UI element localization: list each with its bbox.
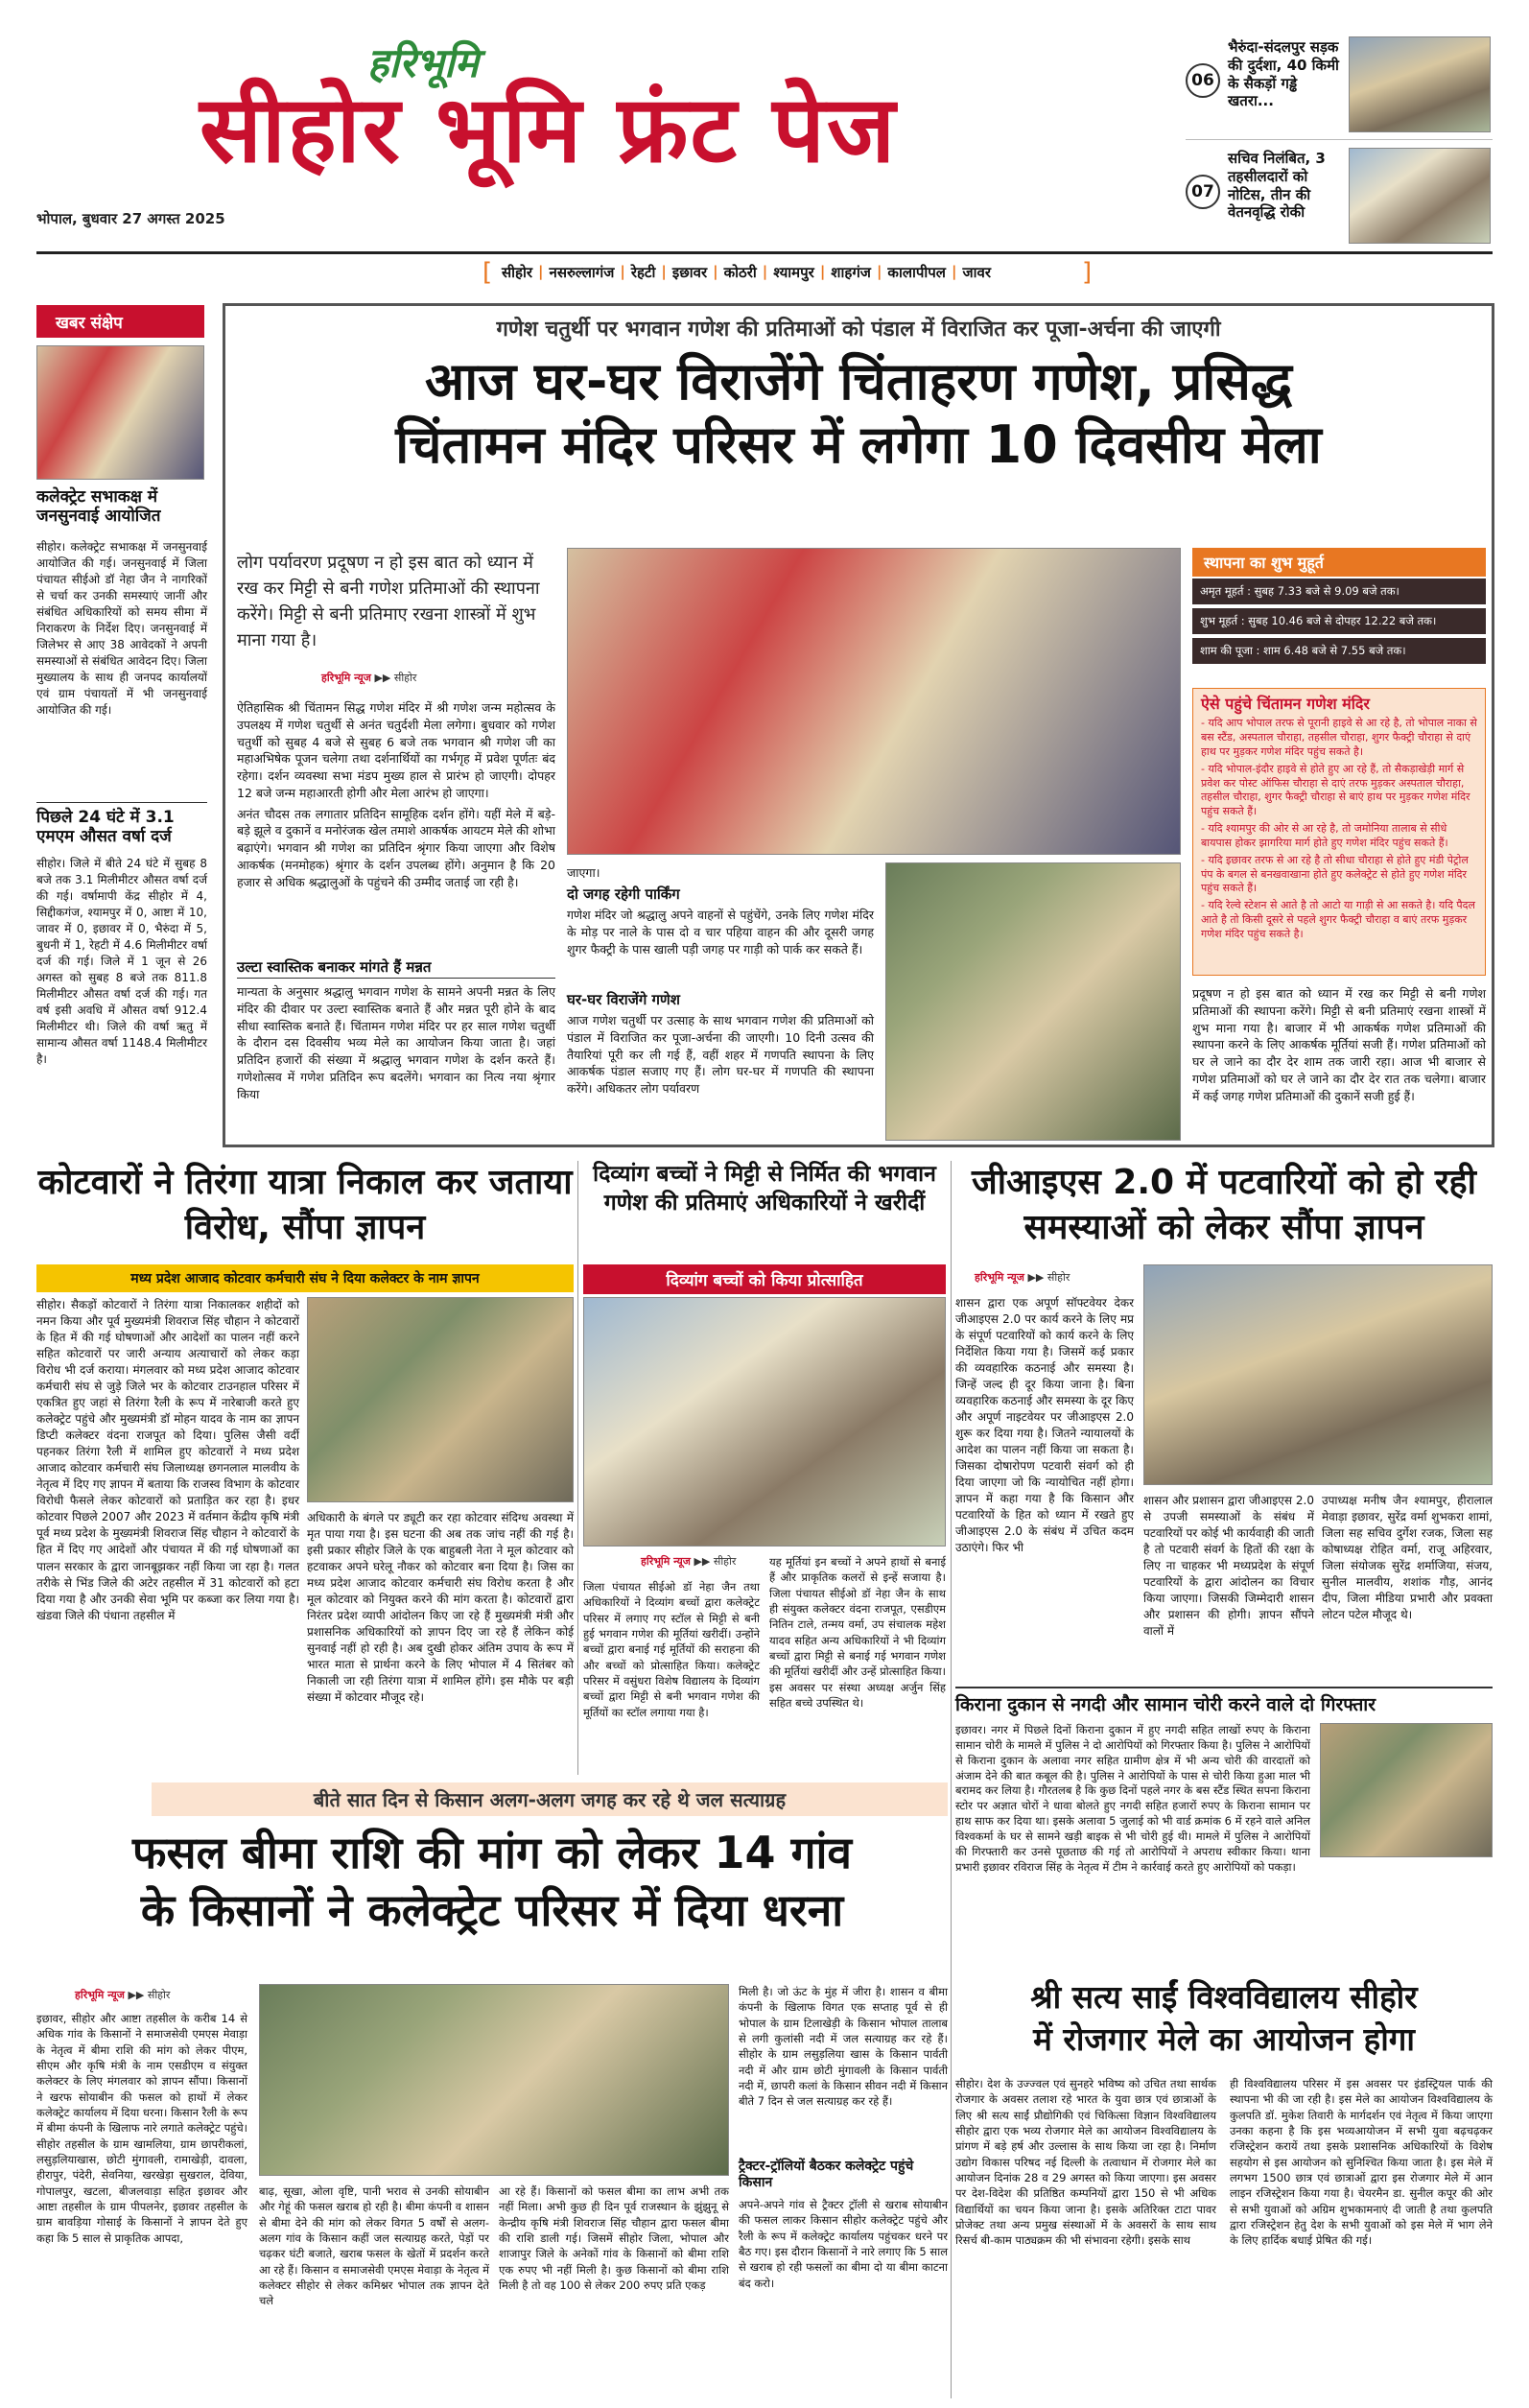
byline-place: सीहोर	[1047, 1271, 1070, 1284]
byline-place: सीहोर	[713, 1555, 737, 1568]
kotwar-photo	[307, 1297, 574, 1502]
kotwar-headline: कोटवारों ने तिरंगा यात्रा निकाल कर जताया विरोध, सौंपा ज्ञापन	[37, 1163, 573, 1247]
towns-list: सीहोर | नसरुल्लागंज | रेहटी | इछावर | कोठरी | श्यामपुर | शाहगंज | कालापीपल | जावर	[502, 263, 991, 281]
lead-story	[223, 303, 1494, 1147]
teaser-photo	[1349, 36, 1491, 132]
kirana-headline: किराना दुकान से नगदी और सामान चोरी करने वाले दो गिरफ्तार	[955, 1694, 1376, 1715]
teaser-item[interactable]	[1186, 146, 1493, 251]
byline-brand: हरिभूमि न्यूज	[641, 1555, 691, 1568]
muhurat-item: शुभ मूहर्त : सुबह 10.46 बजे से दोपहर 12.22 बजे तक।	[1192, 608, 1486, 634]
town-item[interactable]: रेहटी	[630, 264, 656, 281]
lead-body: गणेश मंदिर जो श्रद्धालु अपने वाहनों से पहुंचेंगे, उनके लिए गणेश मंदिर के मोड़ पर नाले के पास दो व चार पहिया वाहन की और दूसरी जगह शुगर फैक्ट्री के पास खाली पड़ी जगह पर गाड़ी को पार्क कर सकते हैं।	[567, 908, 874, 956]
town-item[interactable]: जावर	[962, 264, 991, 281]
farmers-headline-line: फसल बीमा राशि की मांग को लेकर 14 गांव	[132, 1827, 852, 1878]
farmers-body: इछावर, सीहोर और आष्टा तहसील के करीब 14 से अधिक गांव के किसानों ने समाजसेवी एमएस मेवाड़ा के नेतृत्व में बीमा राशि की मांग को लेकर पीएम, सीएम और कृषि मंत्री के नाम एसडीएम व संयुक्त कलेक्टर के लिए मंगलवार को ज्ञापन सौंपा। किसानों ने खरफ सोयाबीन की फसल को हाथों में लेकर कलेक्ट्रेट कार्यालय में दिया धरना। किसान रैली के रूप में बीमा कंपनी के खिलाफ नारे लगाते कलेक्ट्रेट पहुंचे। सीहोर तहसील के ग्राम खामलिया, ग्राम छापरीकलां, लसुड़लियाखास, छोटी मुंगावली, रामाखेड़ी, दावला, हीरापुर, पंदेरी, सेवनिया, खरखेड़ा सुखराल, देविया, गोपालपुर, खटला, बीजलवाड़ा सहित इछावर और आष्टा तहसील के ग्राम पीपलनेर, इछावर तहसील के ग्राम बावड़िया गोसाई के किसानों ने ज्ञापन देते हुए कहा कि 5 साल से प्राकृतिक आपदा,	[36, 2012, 247, 2245]
lead-kicker: गणेश चतुर्थी पर भगवान गणेश की प्रतिमाओं को पंडाल में विराजित कर पूजा-अर्चना की जाएगी	[496, 318, 1221, 342]
lead-paragraph: अनंत चौदस तक लगातार प्रतिदिन सामूहिक दर्शन होंगे। यहीं मेले में बड़े-बड़े झूले व दुकानें व मनोरंजक खेल तमाशे आकर्षक आयटम मेले की शोभा बढ़ाएंगे। भगवान श्री गणेश का प्रतिदिन श्रृंगार किया जाएगा और विशेष आकर्षक (मनमोहक) श्रृंगार के दर्शन उपलब्ध होंगे। अनुमान है कि 20 हजार से अधिक श्रद्धालुओं के पहुंचने की उम्मीद जताई जा रही है।	[237, 806, 555, 889]
university-body: सीहोर। देश के उज्ज्वल एवं सुनहरे भविष्य को उचित तथा सार्थक रोजगार के अवसर तलाश रहे भारत के युवा छात्र एवं छात्राओं के लिए श्री सत्य साईं प्रौद्योगिकी एवं चिकित्सा विज्ञान विश्वविद्यालय सीहोर द्वारा एक भव्य रोजगार मेले का आयोजन विश्वविद्यालय के प्रांगण में बड़े हर्ष और उल्लास के साथ किया जा रहा है। निर्माण उद्योग विकास परिषद नई दिल्ली के तत्वाधान में रोजगार मेले का आयोजन दिनांक 28 व 29 अगस्त को किया जाएगा। इस अवसर पर देश-विदेश की प्रतिष्ठित कम्पनियों द्वारा 150 से भी अधिक विद्यार्थियों का चयन किया जाना है। इसके अतिरिक्त टाटा पावर प्रोजेक्ट तथा अन्य प्रमुख संस्थाओं में के अवसरों के साथ साथ रिसर्च बी-काम पाठ्यक्रम की भी संभावना रहेगी। इसके साथ	[955, 2077, 1216, 2248]
byline-brand: हरिभूमि न्यूज	[75, 1989, 125, 2001]
lead-body	[237, 699, 555, 894]
lead-headline-line: आज घर-घर विराजेंगे चिंताहरण गणेश, प्रसिद्ध	[424, 351, 1293, 412]
kirana-photo	[1320, 1723, 1493, 1857]
lead-photo-secondary	[885, 862, 1181, 1141]
teaser-photo	[1349, 148, 1491, 244]
town-item[interactable]: इछावर	[671, 264, 708, 281]
gis-body: शासन द्वारा एक अपूर्ण सॉफ्टवेयर देकर जीआइएस 2.0 पर कार्य करने के लिए मप्र के संपूर्ण पटवारियों को कार्य करने के लिए निर्देशित किया गया है। जिसमें कई प्रकार की व्यवहारिक कठनाई और समस्या है। जिन्हें जल्द ही दूर किया जाना है। बिना व्यवहारिक कठनाई और समस्या के दूर किए और अपूर्ण नाइटवेयर पर जीआइएस 2.0 शुरू कर दिया गया है। जितने न्यायालयों के आदेश का पालन नहीं किया जा सकता है। जिसका दोषारोपण पटवारी संवर्ग को ही दिया जाएगा जो कि न्यायोचित नहीं होगा। ज्ञापन में कहा गया है कि किसान और पटवारियों के हित को ध्यान में रखते हुए जीआइएस 2.0 के संबंध में उचित कदम उठाएंगे। फिर भी	[955, 1296, 1134, 1555]
farmers-byline: हरिभूमि न्यूज ▶▶ सीहोर	[75, 1989, 171, 2001]
masthead	[36, 29, 1178, 249]
lead-photo	[567, 548, 1181, 855]
sidebar-label: खबर संक्षेप	[36, 305, 204, 338]
farmers-kicker: बीते सात दिन से किसान अलग-अलग जगह कर रहे थे जल सत्याग्रह	[152, 1782, 948, 1816]
teaser-box	[1186, 35, 1493, 251]
lead-body: प्रदूषण न हो इस बात को ध्यान में रख कर मिट्टी से बनी गणेश प्रतिमाओं की स्थापना करेंगे। मिट्टी से बनी प्रतिमाएं रखना शास्त्रों में शुभ माना गया है। बाजार में भी आकर्षक गणेश प्रतिमाओं की स्थापना करने के लिए आकर्षक मूर्तियां सजी हैं। गणेश प्रतिमाओं को घर ले जाने का दौर देर शाम तक जारी रहा। आज भी बाजार से गणेश प्रतिमाओं को घर ले जाने का दौर देर रात तक चलेगा। बाजार में कई जगह गणेश प्रतिमाओं की दुकानें सजी हुई हैं।	[1192, 986, 1486, 1103]
divyang-byline: हरिभूमि न्यूज ▶▶ सीहोर	[641, 1555, 737, 1568]
news-brief-sidebar	[36, 305, 209, 1149]
kotwar-story	[36, 1161, 574, 1775]
route-item: - यदि आप भोपाल तरफ से पूरानी हाइवे से आ रहे है, तो भोपाल नाका से बस स्टैंड, अस्पताल चौराहा, तहसील चौराहा, शुगर फैक्ट्री चौराहा से दाएं हाथ पर मुड़कर गणेश मंदिर पहुंच सकते है।	[1201, 717, 1477, 758]
farmers-photo	[259, 1984, 729, 2176]
farmers-body: मिली है। जो ऊंट के मुंह में जीरा है। शासन व बीमा कंपनी के खिलाफ विगत एक सप्ताह पूर्व से ही भोपाल के ग्राम टिलाखेड़ी के किसान भोपाल तालाब से लगी कुलांसी नदी में जल सत्याग्रह कर रहे हैं। सीहोर के ग्राम लसुड़लिया खास के किसान पार्वती नदी में और ग्राम छोटी मुंगावली के किसान पार्वती नदी में, छापरी कलां के किसान सीवन नदी में किसान बीते 7 दिन से जल सत्याग्रह कर रहे हैं।	[739, 1985, 948, 2109]
page-title: सीहोर भूमि फ्रंट पेज	[200, 76, 898, 183]
town-item[interactable]: नसरुल्लागंज	[549, 264, 615, 281]
farmers-headline-line: के किसानों ने कलेक्ट्रेट परिसर में दिया धरना	[140, 1883, 844, 1936]
farmers-story	[36, 1782, 948, 2396]
divyang-body: यह मूर्तियां इन बच्चों ने अपने हाथों से बनाई हैं और प्राकृतिक कलरों से इन्हें सजाया है। जिला पंचायत सीईओ डॉ नेहा जैन के साथ ही संयुक्त कलेक्टर वंदना राजपूत, एसडीएम नितिन टाले, तन्मय वर्मा, उप संचालक महेश यादव सहित अन्य अधिकारियों ने भी दिव्यांग बच्चों द्वारा मिट्टी से बनाई गई भगवान गणेश की मूर्तियां खरीदीं और उन्हें प्रोत्साहित किया। इस अवसर पर संस्था अध्यक्ष अर्जुन सिंह सहित बच्चे उपस्थित थे।	[769, 1555, 946, 1710]
kirana-body: इछावर। नगर में पिछले दिनों किराना दुकान में हुए नगदी सहित लाखों रुपए के किराना सामान चोरी के मामले में पुलिस ने दो आरोपियों को गिरफ्तार किया है। पुलिस ने आरोपियों से किराना दुकान के अलावा नगर सहित ग्रामीण क्षेत्र में भी अन्य चोरी की वारदातों को अंजाम देने की बात कबूल की है। पुलिस ने आरोपियों के पास से चोरी किया हुआ माल भी बरामद कर लिया है। गौरतलब है कि कुछ दिनों पहले नगर के बस स्टैंड स्थित सपना किराना स्टोर पर अज्ञात चोरों ने धावा बोलते हुए नगदी सहित हजारों रुपए के किराना सामान पर हाथ साफ कर दिया था। इसके अलावा 5 जुलाई को भी वार्ड क्रमांक 6 में रहने वाले अनिल विश्वकर्मा के घर से सामने खड़ी बाइक से भी चोरी हुई थी। मामले में पुलिस ने आरोपियों की गिरफ्तारी कर उनसे पूछताछ की गई तो आरोपियों ने अपराध स्वीकार किया। थाना प्रभारी इछावर रविराज सिंह के नेतृत्व में टीम ने कार्रवाई करते हुए आरोपियों को पकड़ा।	[955, 1723, 1310, 1874]
lead-byline: हरिभूमि न्यूज ▶▶ सीहोर	[321, 672, 417, 684]
lead-body: आज गणेश चतुर्थी पर उत्साह के साथ भगवान गणेश की प्रतिमाओं को पंडाल में विराजित कर पूजा-अर्चना की जाएगी। 10 दिनी उत्सव की तैयारियां पूरी कर ली गई हैं, वहीं शहर में गणपति स्थापना के लिए आकर्षक पंडाल सजाए गए हैं। लोग घर-घर में गणपति की स्थापना करेंगे। अधिकतर लोग पर्यावरण	[567, 1013, 874, 1096]
gis-body: शासन और प्रशासन द्वारा जीआइएस 2.0 से उपजी समस्याओं के संबंध में पटवारियों पर कोई भी कार्यवाही की जाती है तो पटवारी संवर्ग के हितों की रक्षा के लिए ना चाहकर भी मध्यप्रदेश के संपूर्ण पटवारियों के द्वारा आंदोलन का विचार किया जाएगा। जिसकी जिम्मेदारी शासन और प्रशासन की होगी। ज्ञापन सौंपने वालों में	[1143, 1494, 1314, 1639]
brand-logo: हरिभूमि	[367, 39, 479, 86]
gis-photo	[1143, 1264, 1493, 1485]
farmers-body: अपने-अपने गांव से ट्रैक्टर ट्रॉली से खराब सोयाबीन की फसल लाकर किसान सीहोर कलेक्ट्रेट पहुंचे और रैली के रूप में कलेक्ट्रेट कार्यालय पहुंचकर धरने पर बैठ गए। इस दौरान किसानों ने नारे लगाए कि 5 साल से खराब हो रही फसलों का बीमा दो या बीमा काटना बंद करो।	[739, 2198, 948, 2290]
route-item: - यदि भोपाल-इंदौर हाइवे से होते हुए आ रहे हैं, तो सैकड़ाखेड़ी मार्ग से प्रवेश कर पोस्ट ऑफिस चौराहा से दाएं तरफ मुड़कर अस्पताल चौराहा, तहसील चौराहा, शुगर फैक्ट्री चौराहा से बाएं हाथ पर मुड़कर गणेश मंदिर पहुंच सकते हैं।	[1201, 762, 1470, 818]
divyang-photo	[583, 1297, 946, 1546]
teaser-text: भैरुंदा-संदलपुर सड़क की दुर्दशा, 40 किमी के सैकड़ों गड्ढे खतरा...	[1228, 38, 1339, 110]
divyang-body: जिला पंचायत सीईओ डॉ नेहा जैन तथा अधिकारियों ने दिव्यांग बच्चों द्वारा कलेक्ट्रेट परिसर में लगाए गए स्टॉल से मिट्टी से बनी हुई भगवान गणेश की मूर्तियां खरीदीं। उन्होंने बच्चों द्वारा बनाई गई मूर्तियों की सराहना की और बच्चों को प्रोत्साहित किया। कलेक्ट्रेट परिसर में वसुंधरा विशेष विद्यालय के दिव्यांग बच्चों द्वारा मिट्टी से बनी भगवान गणेश की मूर्तियों का स्टॉल लगाया गया है।	[583, 1580, 760, 1719]
sidebar-body: सीहोर। जिले में बीते 24 घंटे में सुबह 8 बजे तक 3.1 मिलीमीटर औसत वर्षा दर्ज की गई। वर्षामापी केंद्र सीहोर में 4, सिद्दीकगंज, श्यामपुर में 0, आष्टा में 10, जावर में 0, इछावर में 0, भैरुंदा में 5, बुधनी में 1, रेहटी में 4.6 मिलीमीटर वर्षा दर्ज की गई। जिले में 1 जून से 26 अगस्त को सुबह 8 बजे तक 811.8 मिलीमीटर औसत वर्षा दर्ज की गई। गत वर्ष इसी अवधि में औसत वर्षा 912.4 मिलीमीटर थी। जिले की वर्षा ऋतु में सामान्य औसत वर्षा 1148.4 मिलीमीटर है।	[36, 857, 207, 1067]
byline-brand: हरिभूमि न्यूज	[975, 1271, 1024, 1284]
kotwar-body: सीहोर। सैकड़ों कोटवारों ने तिरंगा यात्रा निकालकर शहीदों को नमन किया और पूर्व मुख्यमंत्री शिवराज सिंह चौहान ने कोटवारों के हित में की गई घोषणाओं और आदेशों का पालन नहीं करने सहित कोटवारों पर जारी अन्याय अत्याचारों को लेकर कड़ा विरोध भी दर्ज कराया। मंगलवार को मध्य प्रदेश आजाद कोटवार कर्मचारी संघ से जुड़े जिले भर के कोटवार टाउनहाल परिसर में एकत्रित हुए जहां से तिरंगा रैली के रूप में नारेबाजी करते हुए कलेक्ट्रेट पहुंचे और मुख्यमंत्री डॉ मोहन यादव के नाम का ज्ञापन डिप्टी कलेक्टर वंदना राजपूत को दिया। पुलिस जैसी वर्दी पहनकर तिरंगा रैली में शामिल हुए कोटवारों ने मध्य प्रदेश आजाद कोटवार कर्मचारी संघ जिलाध्यक्ष छगनलाल मालवीय के नेतृत्व में दिए गए ज्ञापन में बताया कि राजस्व विभाग के कोटवार विरोधी फैसले लेकर कोटवारों को प्रताड़ित कर रहा है। इधर कोटवार पिछले 2007 और 2023 में वर्तमान केंद्रीय कृषि मंत्री पूर्व मध्य प्रदेश के मुख्यमंत्री शिवराज सिंह चौहान ने कोटवारों के हित में दिए गए आदेशों और पंचायत में की गई घोषणाओं का पालन सरकार के द्वारा जानबूझकर नहीं किया जा रहा है। गलत तरीके से भिंड जिले की अटेर तहसील में 31 कोटवारों को हटा दिया गया है और उनकी सेवा भूमि पर कब्जा कर लिया गया है। खंडवा जिले की पंधाना तहसील में	[36, 1298, 299, 1622]
university-headline	[955, 1976, 1493, 2060]
sidebar-photo	[36, 345, 204, 480]
farmers-body: बाढ़, सूखा, ओला वृष्टि, पानी भराव से उनकी सोयाबीन और गेहूं की फसल खराब हो रही है। बीमा कंपनी व शासन से बीमा देने की मांग को लेकर विगत 5 वर्षों से अलग-अलग गांव के किसान कहीं जल सत्याग्रह करते, पेड़ों पर चढ़कर घंटी बजाते, खराब फसल के खेतों में प्रदर्शन करते आ रहे हैं। किसान व समाजसेवी एमएस मेवाड़ा के नेतृत्व में कलेक्टर सीहोर से लेकर कमिश्नर भोपाल तक ज्ञापन देते चले	[259, 2184, 489, 2308]
farmers-body: आ रहे हैं। किसानों को फसल बीमा का लाभ अभी तक नहीं मिला। अभी कुछ ही दिन पूर्व राजस्थान के झुंझुनू से केन्द्रीय कृषि मंत्री शिवराज सिंह चौहान द्वारा फसल बीमा की राशि डाली गई। जिसमें सीहोर जिला, भोपाल और शाजापुर जिले के अनेकों गांव के किसानों को बीमा राशि एक रुपए भी नहीं मिली है। कुछ किसानों को बीमा राशि मिली है तो वह 100 से लेकर 200 रुपए प्रति एकड़	[499, 2184, 729, 2292]
lead-subhead: दो जगह रहेगी पार्किंग	[567, 885, 680, 903]
university-body: ही विश्वविद्यालय परिसर में इस अवसर पर इंडस्ट्रियल पार्क की स्थापना भी की जा रही है। इस मेले का आयोजन विश्वविद्यालय के कुलपति डॉ. मुकेश तिवारी के मार्गदर्शन एवं नेतृत्व में किया जाएगा उनका कहना है कि इस भव्यआयोजन में सभी युवा बढ़चढ़कर रजिस्ट्रेशन करायें तथा इसके प्रशासनिक अधिकारियों के विशेष सहयोग से इस आयोजन को सुनिश्चित किया जाता है। इस मेले में लगभग 1500 छात्र एवं छात्राओं द्वारा इस रोजगार मेले में आन लाइन रजिस्ट्रेशन किया गया है। चेयरमैन डा. सुनील कपूर की ओर से सभी युवाओं को अग्रिम शुभकामनाएं दी जाती है तथा कुलपति द्वारा रजिस्ट्रेशन हेतु देश के सभी युवाओं को इस मेले में भाग लेने के लिए हार्दिक बधाई प्रेषित की गई।	[1230, 2077, 1493, 2248]
divyang-story	[583, 1161, 946, 1775]
university-story	[955, 1976, 1493, 2398]
lead-subhead: उल्टा स्वास्तिक बनाकर मांगते हैं मन्नत	[237, 958, 555, 979]
muhurat-item: शाम की पूजा : शाम 6.48 बजे से 7.55 बजे तक।	[1192, 638, 1486, 664]
farmers-subhead: ट्रैक्टर-ट्रॉलियों बैठकर कलेक्ट्रेट पहुंचे किसान	[739, 2159, 914, 2190]
lead-body: जाएगा।	[567, 865, 600, 880]
byline-place: सीहोर	[147, 1989, 171, 2001]
teaser-number: 06	[1186, 63, 1220, 98]
lead-intro: लोग पर्यावरण प्रदूषण न हो इस बात को ध्यान में रख कर मिट्टी से बनी गणेश प्रतिमाओं की स्थापना करेंगे। मिट्टी से बनी प्रतिमाए रखना शास्त्रों में शुभ माना गया है।	[237, 553, 540, 650]
lead-paragraph: ऐतिहासिक श्री चिंतामन सिद्ध गणेश मंदिर में श्री गणेश जन्म महोत्सव के उपलक्ष्य में गणेश चतुर्थी से अनंत चतुर्दशी मेला लगेगा। बुधवार को गणेश चतुर्थी को सुबह 4 बजे से सुबह 6 बजे तक भगवान श्री गणेश जी का महाअभिषेक पूजन चलेगा तथा दर्शनार्थियों का गर्भगृह में प्रवेश पूर्णतः बंद रहेगा। दर्शन व्यवस्था सभा मंडप मुख्य हाल से प्रारंभ हो जाएगी। दोपहर 12 बजे जन्म महाआरती होगी और मेला आरंभ हो जाएगा।	[237, 700, 555, 800]
route-heading: ऐसे पहुंचे चिंतामन गणेश मंदिर	[1201, 695, 1370, 713]
gis-byline: हरिभूमि न्यूज ▶▶ सीहोर	[975, 1271, 1070, 1284]
lead-subhead: घर-घर विराजेंगे गणेश	[567, 991, 680, 1008]
teaser-text: सचिव निलंबित, 3 तहसीलदारों को नोटिस, तीन की वेतनवृद्धि रोकी	[1228, 150, 1326, 222]
byline-place: सीहोर	[393, 672, 417, 684]
sidebar-headline: कलेक्ट्रेट सभाकक्ष में जनसुनवाई आयोजित	[36, 487, 161, 527]
route-box	[1192, 688, 1486, 976]
farmers-headline	[36, 1825, 948, 1940]
route-item: - यदि श्यामपुर की ओर से आ रहे है, तो जमोनिया तालाब से सीधे बायपास होकर झागरिया मार्ग होते हुए गणेश मंदिर पहुंच सकते हैं।	[1201, 822, 1448, 849]
byline-brand: हरिभूमि न्यूज	[321, 672, 371, 684]
muhurat-label: स्थापना का शुभ मुहूर्त	[1192, 548, 1486, 577]
kirana-story	[955, 1687, 1493, 1994]
route-item: - यदि रेल्वे स्टेशन से आते है तो आटो या गाड़ी से आ सकते है। यदि पैदल आते है तो किसी दूसरे से पहले शुगर फैक्ट्री चौराहा व बाएं तरफ मुड़कर गणेश मंदिर पहुंच सकते है।	[1201, 899, 1475, 940]
sidebar-headline: पिछले 24 घंटे में 3.1 एमएम औसत वर्षा दर्ज	[36, 808, 175, 847]
dateline: भोपाल, बुधवार 27 अगस्त 2025	[36, 210, 225, 227]
town-item[interactable]: कालापीपल	[887, 264, 946, 281]
town-item[interactable]: शाहगंज	[831, 264, 871, 281]
town-item[interactable]: श्यामपुर	[773, 264, 814, 281]
lead-headline-line: चिंतामन मंदिर परिसर में लगेगा 10 दिवसीय मेला	[395, 413, 1322, 475]
university-headline-line: श्री सत्य साईं विश्वविद्यालय सीहोर	[1030, 1978, 1418, 2016]
town-item[interactable]: सीहोर	[502, 264, 533, 281]
gis-body: उपाध्यक्ष मनीष जैन श्यामपुर, हीरालाल मेवाड़ा इछावर, सुरेंद्र वर्मा शुभकरा शामां, जिला सह सचिव दुर्गेश रजक, जिला सह कोषाध्यक्ष रोहित वर्मा, राजू अहिरवार, जिला संयोजक सुरेंद्र शर्माजिया, संजय, सुनील मालवीय, शशांक गौड़, आनंद दीप, जिला मीडिया प्रभारी और प्रवक्ता लोटन पटेल मौजूद थे।	[1322, 1494, 1493, 1622]
muhurat-item: अमृत मूहर्त : सुबह 7.33 बजे से 9.09 बजे तक।	[1192, 578, 1486, 604]
divyang-banner: दिव्यांग बच्चों को किया प्रोत्साहित	[583, 1264, 946, 1294]
route-item: - यदि इछावर तरफ से आ रहे है तो सीधा चौराहा से होते हुए मंडी पेट्रोल पंप के बगल से बनखवाखाना होते हुए कलेक्ट्रेट से होते हुए गणेश मंदिर पहुंच सकते हैं।	[1201, 853, 1469, 895]
kotwar-banner: मध्य प्रदेश आजाद कोटवार कर्मचारी संघ ने दिया कलेक्टर के नाम ज्ञापन	[36, 1264, 574, 1292]
university-headline-line: में रोजगार मेले का आयोजन होगा	[1033, 2019, 1415, 2058]
teaser-item[interactable]	[1186, 35, 1493, 140]
kotwar-body: अधिकारी के बंगले पर ड्यूटी कर रहा कोटवार संदिग्ध अवस्था में मृत पाया गया है। इस घटना की अब तक जांच नहीं की गई है। इसी प्रकार सीहोर जिले के एक बाहुबली नेता ने मूल कोटवार को हटवाकर अपने घरेलू नौकर को कोटवार बना दिया है। जिस का मध्य प्रदेश आजाद कोटवार कर्मचारी संघ विरोध करता है और मूल कोटवार को नियुक्त करने की मांग करता है। कोटवारों द्वारा निरंतर प्रदेश व्यापी आंदोलन किए जा रहे हैं मुख्यमंत्री मंत्री और प्रशासनिक अधिकारियों को ज्ञापन दिए जा रहे हैं लेकिन कोई सुनवाई नहीं हो रही है। अब दुखी होकर अंतिम उपाय के रूप में भारत माता से प्रार्थना करने के लिए भोपाल में 4 सितंबर को निकाली जा रही तिरंगा यात्रा में शामिल होंगे। इस मौके पर बड़ी संख्या में कोटवार मौजूद रहे।	[307, 1511, 574, 1705]
divyang-headline: दिव्यांग बच्चों ने मिट्टी से निर्मित की भगवान गणेश की प्रतिमाएं अधिकारियों ने खरीदीं	[593, 1162, 936, 1216]
lead-headline	[225, 350, 1492, 477]
gis-story	[955, 1161, 1493, 1679]
town-item[interactable]: कोठरी	[723, 264, 757, 281]
sidebar-body: सीहोर। कलेक्ट्रेट सभाकक्ष में जनसुनवाई आयोजित की गई। जनसुनवाई में जिला पंचायत सीईओ डॉ नेहा जैन ने नागरिकों से चर्चा कर उनकी समस्याएं जानीं और संबंधित अधिकारियों को समय सीमा में निराकरण के निर्देश दिए। जनसुनवाई में जिलेभर से आए 38 आवेदकों ने अपनी समस्याओं से संबंधित आवेदन दिए। जिला मुख्यालय के साथ ही जनपद कार्यालयों एवं ग्राम पंचायतों में भी जनसुनवाई आयोजित की गई।	[36, 540, 207, 718]
lead-body: मान्यता के अनुसार श्रद्धालु भगवान गणेश के सामने अपनी मन्नत के लिए मंदिर की दीवार पर उल्टा स्वास्तिक बनाते हैं और मन्नत पूरी होने के बाद सीधा स्वास्तिक बनाते हैं। चिंतामन गणेश मंदिर पर हर साल गणेश चतुर्थी के दौरान दस दिवसीय भव्य मेले का आयोजन किया जाता है। जहां प्रतिदिन हजारों की संख्या में श्रद्धालु भगवान गणेश के दर्शन करते हैं। गणेशोत्सव में गणेश प्रतिदिन रूप बदलेंगे। भगवान का नित्य नया श्रृंगार किया	[237, 984, 555, 1101]
gis-headline: जीआइएस 2.0 में पटवारियों को हो रही समस्याओं को लेकर सौंपा ज्ञापन	[971, 1163, 1476, 1247]
teaser-number: 07	[1186, 175, 1220, 209]
towns-strip: [ सीहोर | नसरुल्लागंज | रेहटी | इछावर | कोठरी | श्यामपुर | शाहगंज | कालापीपल | जावर ]	[36, 251, 1493, 286]
muhurat-list	[1192, 578, 1486, 664]
